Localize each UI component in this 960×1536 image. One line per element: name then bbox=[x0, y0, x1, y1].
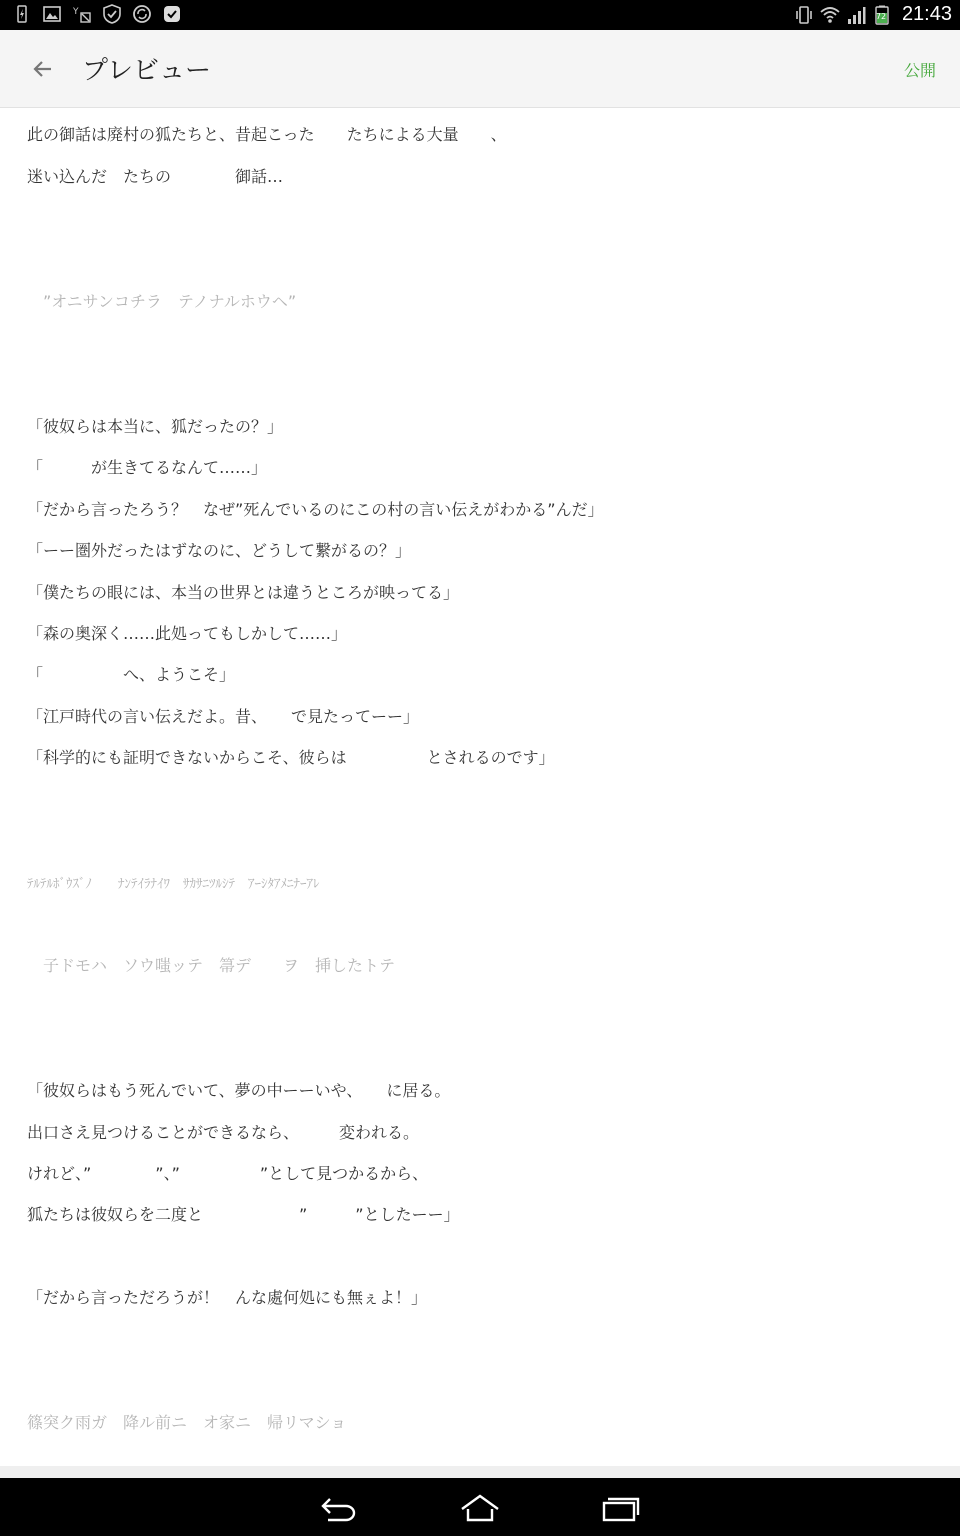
arrow-left-icon bbox=[31, 57, 55, 81]
text-line: 子ドモハ ソウ嗤ッテ 箒デ ヲ 挿したトテ bbox=[27, 956, 396, 975]
back-nav-icon bbox=[316, 1493, 360, 1523]
text-line: 「科学的にも証明できないからこそ、彼らは とされるのです」 bbox=[27, 748, 555, 767]
nav-home-button[interactable] bbox=[450, 1490, 510, 1526]
battery-icon bbox=[872, 5, 892, 25]
text-line: 「江戸時代の言い伝えだよ。昔、 で見たってーー」 bbox=[27, 707, 420, 726]
text-line: 篠突ク雨ガ 降ル前ニ オ家ニ 帰リマショ bbox=[27, 1413, 347, 1432]
shield-icon bbox=[102, 4, 122, 24]
text-line: 出口さえ見つけることができるなら、 変われる。 bbox=[27, 1123, 420, 1142]
image-icon bbox=[42, 4, 62, 24]
text-line: 「 へ、ようこそ」 bbox=[27, 665, 236, 684]
battery-charging-icon bbox=[12, 4, 32, 24]
svg-text:Y: Y bbox=[73, 7, 79, 17]
text-line: ”オニサンコチラ テノナルホウヘ” bbox=[27, 292, 297, 311]
content-bottom-edge bbox=[0, 1466, 960, 1478]
check-icon bbox=[162, 4, 182, 24]
text-line: 「彼奴らはもう死んでいて、夢の中ーーいや、 に居る。 bbox=[27, 1081, 451, 1100]
text-line: けれど、” ”、” ”として見つかるから、 bbox=[27, 1164, 429, 1183]
sync-icon bbox=[132, 4, 152, 24]
vibrate-icon bbox=[794, 5, 814, 25]
navigation-bar bbox=[0, 1478, 960, 1536]
system-icons bbox=[794, 3, 952, 26]
publish-button[interactable]: 公開 bbox=[903, 61, 936, 80]
app-bar bbox=[0, 30, 960, 108]
status-bar bbox=[0, 0, 960, 30]
nav-back-button[interactable] bbox=[308, 1490, 368, 1526]
cell-signal-icon bbox=[846, 5, 866, 25]
home-nav-icon bbox=[458, 1493, 502, 1523]
wifi-icon bbox=[820, 5, 840, 25]
text-line: 迷い込んだ たちの 御話… bbox=[27, 167, 284, 186]
text-line: 「森の奥深く……此処ってもしかして……」 bbox=[27, 624, 348, 643]
back-button[interactable] bbox=[22, 48, 64, 90]
notification-icons bbox=[12, 4, 182, 24]
text-line: 「 が生きてるなんて……」 bbox=[27, 458, 268, 477]
text-line: ﾃﾙﾃﾙﾎﾞｳｽﾞﾉ ﾅﾝﾃｲﾗﾅｲﾜ ｻｶｻﾆﾂﾙｼﾃ ｱｰｼﾀｱﾒﾆﾅｰｱﾚ bbox=[27, 877, 320, 892]
status-time: 21:43 bbox=[901, 3, 952, 25]
page-title: プレビュー bbox=[82, 56, 211, 86]
nav-recents-button[interactable] bbox=[590, 1490, 650, 1526]
text-line: 「ーー圏外だったはずなのに、どうして繋がるの？」 bbox=[27, 541, 412, 560]
text-line: 狐たちは彼奴らを二度と ” ”としたーー」 bbox=[27, 1205, 460, 1224]
signal-off-icon bbox=[72, 4, 92, 24]
battery-level: 72 bbox=[875, 11, 887, 21]
text-line: 「彼奴らは本当に、狐だったの？」 bbox=[27, 417, 284, 436]
text-line: 「だから言っただろうが！ んな處何処にも無ぇよ！」 bbox=[27, 1288, 428, 1307]
text-line: 「僕たちの眼には、本当の世界とは違うところが映ってる」 bbox=[27, 583, 460, 602]
recents-nav-icon bbox=[598, 1493, 642, 1523]
text-line: 此の御話は廃村の狐たちと、昔起こった たちによる大量 、 bbox=[27, 125, 507, 144]
preview-content bbox=[0, 108, 960, 1466]
text-line: 「だから言ったろう？ なぜ”死んでいるのにこの村の言い伝えがわかる”んだ」 bbox=[27, 500, 604, 519]
